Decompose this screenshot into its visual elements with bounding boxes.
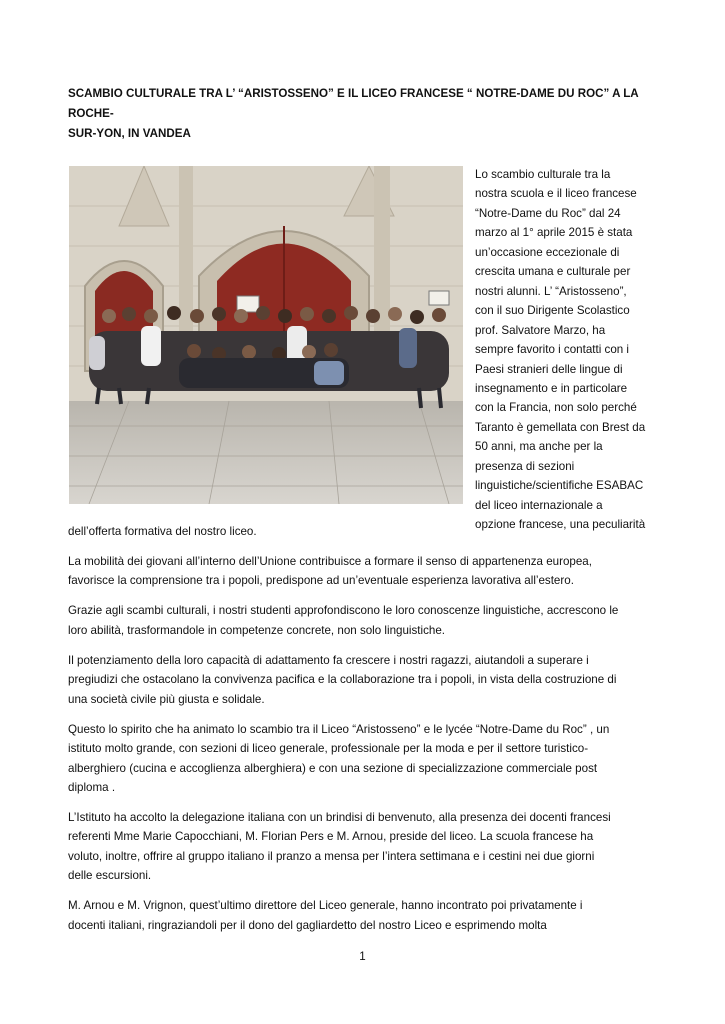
- text-line: Paesi stranieri delle lingue di: [475, 362, 623, 376]
- text-line: pregiudizi che ostacolano la convivenza pacifica e la collaborazione tra i popoli, in vista della costruzione di: [68, 673, 617, 687]
- text-line: referenti Mme Marie Capocchiani, M. Florian Pers e M. Arnou, preside del liceo. La scuola francese ha: [68, 830, 594, 844]
- text-line: Il potenziamento della loro capacità di adattamento fa crescere i nostri ragazzi, aiutandoli a superare i: [68, 653, 589, 667]
- page-number: 1: [359, 950, 366, 963]
- paragraph: [68, 601, 660, 640]
- text-line: 50 anni, ma anche per la: [475, 440, 603, 454]
- paragraph: [68, 552, 660, 591]
- text-line: nostra scuola e il liceo francese: [475, 187, 637, 201]
- paragraph: [68, 896, 660, 935]
- body-text: [68, 522, 660, 946]
- text-line: Taranto è gemellata con Brest da: [475, 420, 646, 434]
- text-line: opzione francese, una peculiarità: [475, 518, 646, 532]
- text-line: un’occasione eccezionale di: [475, 245, 620, 259]
- document-title: [68, 84, 660, 144]
- text-line: crescita umana e culturale per: [475, 265, 631, 279]
- text-line: sempre favorito i contatti con i: [475, 343, 630, 357]
- paragraph: [68, 808, 660, 886]
- text-line: L’Istituto ha accolto la delegazione italiana con un brindisi di benvenuto, alla presenza dei docenti francesi: [68, 810, 611, 824]
- title-line: SCAMBIO CULTURALE TRA L’ “ARISTOSSENO” E IL LICEO FRANCESE “ NOTRE-DAME DU ROC” A LA ROCHE-: [68, 87, 639, 120]
- text-line: presenza di sezioni: [475, 459, 575, 473]
- text-line: insegnamento e in particolare: [475, 381, 628, 395]
- intro-side-text: [475, 165, 665, 535]
- paragraph: [68, 651, 660, 709]
- title-line: SUR-YON, IN VANDEA: [68, 127, 191, 140]
- text-line: istituto molto grande, con sezioni di liceo generale, professionale per la moda e per il settore turistico-: [68, 742, 589, 756]
- paragraph: [68, 522, 660, 541]
- text-line: M. Arnou e M. Vrignon, quest’ultimo direttore del Liceo generale, hanno incontrato poi privatamente i: [68, 899, 583, 913]
- text-line: del liceo internazionale a: [475, 498, 603, 512]
- paragraph: [68, 720, 660, 798]
- text-line: Lo scambio culturale tra la: [475, 168, 611, 181]
- text-line: con il suo Dirigente Scolastico: [475, 304, 630, 318]
- text-line: una società civile più giusta e solidale.: [68, 692, 265, 706]
- text-line: loro abilità, trasformandole in competenze concrete, non solo linguistiche.: [68, 623, 446, 637]
- text-line: voluto, inoltre, offrire al gruppo italiano il pranzo a mensa per l’intera settimana e i cestini nei due giorni: [68, 849, 595, 863]
- text-line: docenti italiani, ringraziandoli per il dono del gagliardetto del nostro Liceo e esprimendo molta: [68, 918, 547, 932]
- text-line: dell’offerta formativa del nostro liceo.: [68, 525, 257, 538]
- group-photo: [69, 166, 463, 504]
- text-line: delle escursioni.: [68, 869, 152, 883]
- text-line: diploma .: [68, 780, 116, 794]
- text-line: con la Francia, non solo perché: [475, 401, 637, 415]
- text-line: linguistiche/scientifiche ESABAC: [475, 479, 644, 493]
- text-line: prof. Salvatore Marzo, ha: [475, 323, 606, 337]
- text-line: Questo lo spirito che ha animato lo scambio tra il Liceo “Aristosseno” e le lycée “Notre-Dame du Roc” , un: [68, 722, 610, 736]
- text-line: favorisce la comprensione tra i popoli, predispone ad un’eventuale esperienza lavorativa all’estero.: [68, 574, 574, 588]
- text-line: alberghiero (cucina e accoglienza alberghiera) e con una sezione di specializzazione commerciale post: [68, 761, 598, 775]
- text-line: La mobilità dei giovani all’interno dell’Unione contribuisce a formare il senso di appartenenza europea,: [68, 554, 592, 568]
- text-line: Grazie agli scambi culturali, i nostri studenti approfondiscono le loro conoscenze linguistiche, accrescono le: [68, 604, 619, 618]
- text-line: “Notre-Dame du Roc” dal 24: [475, 206, 621, 220]
- text-line: marzo al 1° aprile 2015 è stata: [475, 226, 633, 240]
- text-line: nostri alunni. L’ “Aristosseno”,: [475, 284, 627, 298]
